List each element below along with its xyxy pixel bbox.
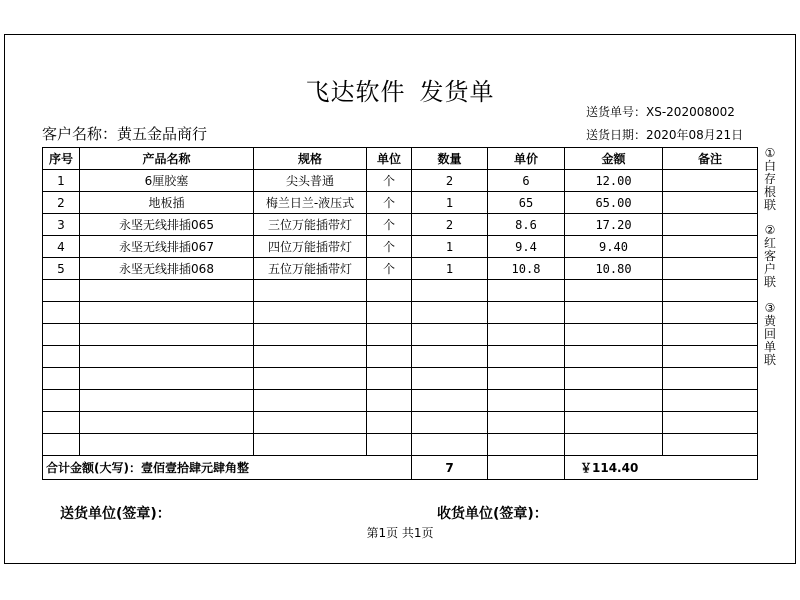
cell-spec (254, 412, 367, 434)
cell-spec: 尖头普通 (254, 170, 367, 192)
side-label-customer: ②红客户联 (764, 223, 777, 289)
cell-amount: 10.80 (565, 258, 663, 280)
sender-signature-label: 送货单位(签章)： (60, 506, 171, 522)
table-row (43, 412, 758, 434)
cell-amount: 65.00 (565, 192, 663, 214)
total-amount-words: 合计金额(大写)：壹佰壹拾肆元肆角整 (43, 456, 412, 480)
cell-unit (367, 324, 412, 346)
cell-unit (367, 280, 412, 302)
header-amount: 金额 (565, 148, 663, 170)
cell-qty (412, 434, 488, 456)
header-product: 产品名称 (80, 148, 254, 170)
total-spacer (488, 456, 565, 480)
cell-qty (412, 280, 488, 302)
cell-remark (663, 236, 758, 258)
cell-spec (254, 434, 367, 456)
cell-seq: 3 (43, 214, 80, 236)
invoice-table (42, 147, 758, 480)
cell-price (488, 390, 565, 412)
cell-amount: 9.40 (565, 236, 663, 258)
cell-seq: 4 (43, 236, 80, 258)
document-title (0, 72, 800, 107)
cell-qty (412, 324, 488, 346)
cell-qty (412, 346, 488, 368)
cell-price (488, 368, 565, 390)
cell-product (80, 368, 254, 390)
cell-remark (663, 412, 758, 434)
table-row (43, 434, 758, 456)
cell-unit (367, 368, 412, 390)
cell-remark (663, 258, 758, 280)
cell-product: 永坚无线排插068 (80, 258, 254, 280)
cell-amount (565, 412, 663, 434)
table-row (43, 258, 758, 280)
header-price: 单价 (488, 148, 565, 170)
cell-unit (367, 412, 412, 434)
cell-seq (43, 434, 80, 456)
table-row (43, 236, 758, 258)
table-row (43, 346, 758, 368)
cell-remark (663, 280, 758, 302)
cell-amount (565, 280, 663, 302)
cell-qty: 1 (412, 236, 488, 258)
cell-qty (412, 302, 488, 324)
cell-product: 6厘胶塞 (80, 170, 254, 192)
cell-remark (663, 368, 758, 390)
cell-remark (663, 324, 758, 346)
cell-unit (367, 302, 412, 324)
receiver-signature-label: 收货单位(签章)： (437, 506, 548, 522)
cell-product (80, 346, 254, 368)
cell-remark (663, 170, 758, 192)
cell-unit: 个 (367, 192, 412, 214)
cell-remark (663, 192, 758, 214)
table-row (43, 192, 758, 214)
cell-price: 6 (488, 170, 565, 192)
cell-amount: 17.20 (565, 214, 663, 236)
header-seq: 序号 (43, 148, 80, 170)
table-row (43, 368, 758, 390)
total-row (43, 456, 758, 480)
cell-spec: 三位万能插带灯 (254, 214, 367, 236)
cell-unit: 个 (367, 170, 412, 192)
cell-qty: 2 (412, 170, 488, 192)
cell-spec (254, 302, 367, 324)
total-quantity: 7 (412, 456, 488, 480)
cell-seq: 5 (43, 258, 80, 280)
cell-seq: 2 (43, 192, 80, 214)
cell-product (80, 434, 254, 456)
cell-unit: 个 (367, 236, 412, 258)
cell-seq (43, 280, 80, 302)
cell-spec (254, 280, 367, 302)
cell-spec (254, 390, 367, 412)
header-remark: 备注 (663, 148, 758, 170)
cell-price (488, 412, 565, 434)
delivery-date: 送货日期：2020年08月21日 (586, 128, 744, 142)
cell-remark (663, 346, 758, 368)
cell-spec: 五位万能插带灯 (254, 258, 367, 280)
cell-remark (663, 434, 758, 456)
table-row (43, 390, 758, 412)
cell-price (488, 324, 565, 346)
cell-spec (254, 324, 367, 346)
table-row (43, 280, 758, 302)
table-row (43, 170, 758, 192)
cell-price: 10.8 (488, 258, 565, 280)
cell-qty: 1 (412, 192, 488, 214)
cell-spec: 梅兰日兰-液压式 (254, 192, 367, 214)
delivery-number: 送货单号：XS-202008002 (586, 105, 735, 119)
cell-product (80, 280, 254, 302)
cell-remark (663, 302, 758, 324)
cell-qty (412, 390, 488, 412)
cell-price (488, 280, 565, 302)
cell-spec: 四位万能插带灯 (254, 236, 367, 258)
cell-seq: 1 (43, 170, 80, 192)
cell-unit: 个 (367, 258, 412, 280)
cell-unit (367, 434, 412, 456)
cell-seq (43, 390, 80, 412)
total-amount: ￥114.40 (565, 456, 758, 480)
cell-product: 永坚无线排插067 (80, 236, 254, 258)
cell-qty: 2 (412, 214, 488, 236)
cell-price (488, 346, 565, 368)
table-row (43, 214, 758, 236)
cell-seq (43, 324, 80, 346)
cell-amount (565, 346, 663, 368)
title-company: 飞达软件 (305, 78, 406, 106)
cell-qty (412, 412, 488, 434)
header-qty: 数量 (412, 148, 488, 170)
cell-unit: 个 (367, 214, 412, 236)
header-spec: 规格 (254, 148, 367, 170)
cell-amount: 12.00 (565, 170, 663, 192)
page-indicator: 第1页 共1页 (366, 526, 434, 540)
cell-price (488, 302, 565, 324)
cell-product (80, 324, 254, 346)
cell-price: 8.6 (488, 214, 565, 236)
cell-price: 65 (488, 192, 565, 214)
table-header-row (43, 148, 758, 170)
cell-seq (43, 368, 80, 390)
side-label-stub: ①白存根联 (764, 146, 777, 212)
cell-product (80, 390, 254, 412)
cell-price: 9.4 (488, 236, 565, 258)
title-doc-type: 发货单 (419, 78, 495, 106)
table-row (43, 302, 758, 324)
cell-unit (367, 346, 412, 368)
cell-spec (254, 346, 367, 368)
cell-amount (565, 434, 663, 456)
cell-spec (254, 368, 367, 390)
cell-product: 地板插 (80, 192, 254, 214)
side-label-receipt: ③黄回单联 (764, 301, 777, 367)
cell-seq (43, 412, 80, 434)
cell-qty (412, 368, 488, 390)
cell-product (80, 302, 254, 324)
cell-seq (43, 346, 80, 368)
table-row (43, 324, 758, 346)
cell-qty: 1 (412, 258, 488, 280)
cell-seq (43, 302, 80, 324)
cell-amount (565, 368, 663, 390)
cell-amount (565, 302, 663, 324)
cell-remark (663, 214, 758, 236)
cell-remark (663, 390, 758, 412)
customer-name: 客户名称：黄五金品商行 (42, 125, 208, 143)
cell-amount (565, 324, 663, 346)
header-unit: 单位 (367, 148, 412, 170)
cell-unit (367, 390, 412, 412)
cell-price (488, 434, 565, 456)
cell-amount (565, 390, 663, 412)
cell-product (80, 412, 254, 434)
cell-product: 永坚无线排插065 (80, 214, 254, 236)
